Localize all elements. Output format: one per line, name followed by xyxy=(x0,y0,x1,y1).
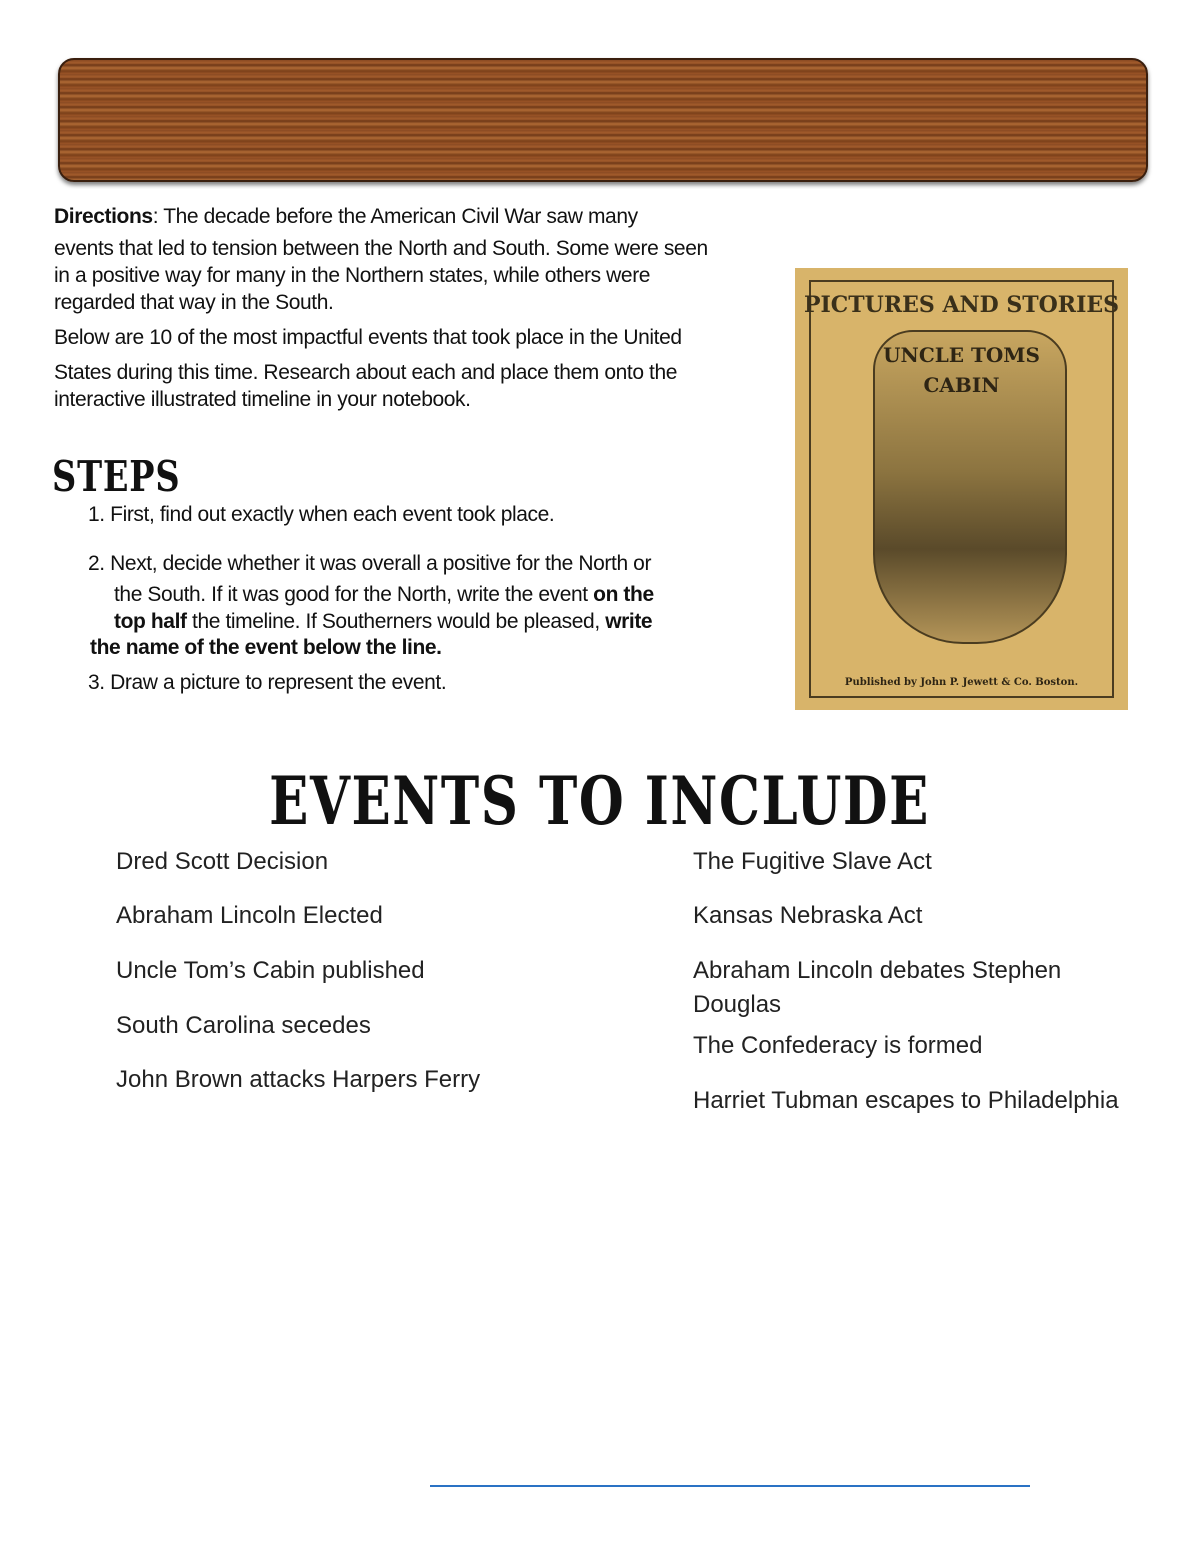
event-item: Dred Scott Decision xyxy=(116,848,329,875)
event-item: Kansas Nebraska Act xyxy=(693,902,923,929)
directions-line: events that led to tension between the North and South. Some were seen xyxy=(54,237,708,260)
cover-subtitle-line: UNCLE TOMS xyxy=(883,343,1040,367)
cover-subtitle-line: CABIN xyxy=(923,373,1000,397)
steps-heading: STEPS xyxy=(52,452,181,501)
timeline-line xyxy=(430,1485,1030,1487)
directions-line: Below are 10 of the most impactful events that took place in the United xyxy=(54,326,682,349)
cover-publisher: Published by John P. Jewett & Co. Boston. xyxy=(844,677,1079,688)
step-2: 2. Next, decide whether it was overall a positive for the North or xyxy=(88,552,652,575)
event-item: Abraham Lincoln Elected xyxy=(116,902,383,929)
step-text: the timeline. If Southerners would be pleased, xyxy=(186,610,606,633)
cover-title: PICTURES AND STORIES xyxy=(803,292,1120,318)
event-item: South Carolina secedes xyxy=(116,1012,371,1039)
directions-text: : The decade before the American Civil War saw many xyxy=(152,205,638,228)
step-3: 3. Draw a picture to represent the event. xyxy=(88,671,447,694)
event-item-cont: Douglas xyxy=(693,991,782,1018)
uncle-toms-cabin-cover-image xyxy=(795,268,1128,710)
step-bold: top half xyxy=(114,610,187,633)
event-item: Abraham Lincoln debates Stephen xyxy=(693,957,1062,984)
directions-line: regarded that way in the South. xyxy=(54,291,334,314)
directions-line: in a positive way for many in the Northern states, while others were xyxy=(54,264,651,287)
events-heading xyxy=(0,762,1200,840)
event-item: John Brown attacks Harpers Ferry xyxy=(116,1066,481,1093)
step-2-cont xyxy=(114,583,654,607)
wood-banner xyxy=(58,58,1148,182)
directions-line: States during this time. Research about each and place them onto the xyxy=(54,361,678,384)
step-2-cont xyxy=(114,610,652,634)
event-item: The Confederacy is formed xyxy=(693,1032,983,1059)
step-1: 1. First, find out exactly when each event took place. xyxy=(88,503,555,526)
events-heading-text: EVENTS TO INCLUDE xyxy=(269,762,931,840)
step-text: the South. If it was good for the North, write the event xyxy=(114,583,594,606)
step-bold: on the xyxy=(593,583,654,606)
directions-line: interactive illustrated timeline in your notebook. xyxy=(54,388,471,411)
step-2-cont xyxy=(90,636,442,660)
cover-subtitle xyxy=(795,340,1128,400)
step-bold: the name of the event below the line. xyxy=(90,636,442,659)
event-item: Harriet Tubman escapes to Philadelphia xyxy=(693,1087,1119,1114)
step-bold: write xyxy=(605,610,653,633)
event-item: Uncle Tom’s Cabin published xyxy=(116,957,425,984)
directions-label: Directions xyxy=(54,205,153,228)
directions-line xyxy=(54,205,638,229)
event-item: The Fugitive Slave Act xyxy=(693,848,932,875)
